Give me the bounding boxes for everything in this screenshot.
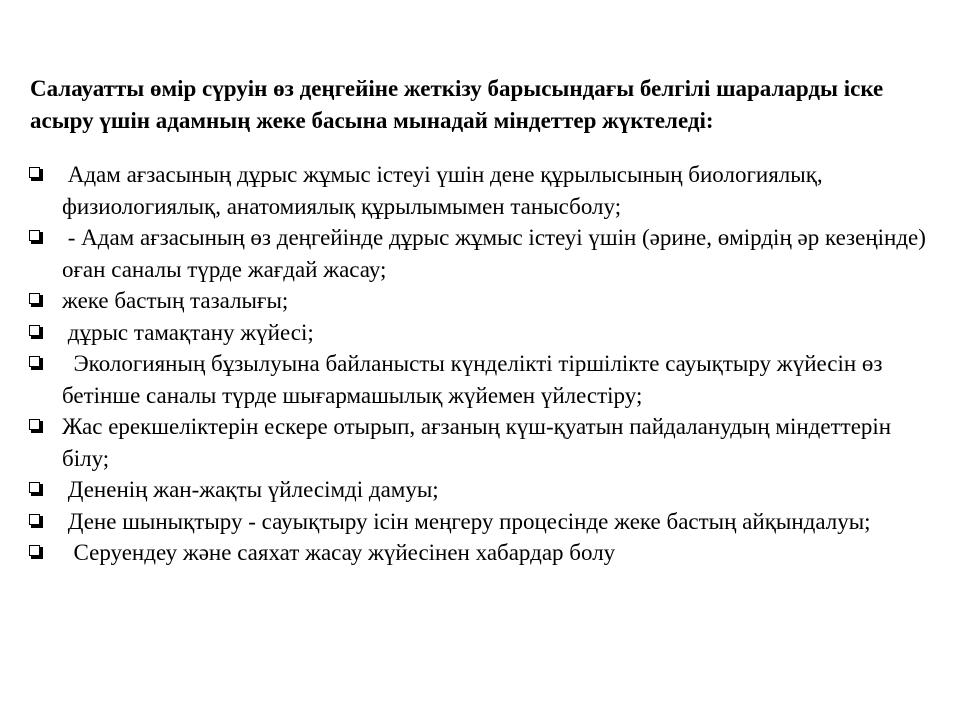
list-item-text: Адам ағзасының дұрыс жұмыс істеуі үшін дене құрылысының биологиялық, физиологиялық, анатомиялық құрылымымен танысболу;	[62, 162, 823, 219]
square-checkbox-icon	[29, 545, 43, 559]
list-item-text: - Адам ағзасының өз деңгейінде дұрыс жұмыс істеуі үшін (әрине, өмірдің әр кезеңінде) оған саналы түрде жағдай жасау;	[62, 225, 926, 282]
square-checkbox-icon	[29, 482, 43, 496]
slide-heading: Салауатты өмір сүруін өз деңгейіне жеткізу барысындағы белгілі шараларды іске асыру үшін адамның жеке басына мынадай міндеттер жүктеледі:	[30, 76, 884, 133]
square-checkbox-icon	[29, 325, 43, 339]
list-item	[28, 348, 928, 411]
list-item	[28, 474, 928, 506]
square-checkbox-icon	[29, 419, 43, 433]
list-item-text: жеке бастың тазалығы;	[62, 288, 289, 313]
list-item	[28, 285, 928, 317]
list-item-text: Жас ерекшеліктерін ескере отырып, ағзаның күш-қуатын пайдаланудың міндеттерін білу;	[62, 414, 892, 471]
list-item-text: Экологияның бұзылуына байланысты күнделікті тіршілікте сауықтыру жүйесін өз бетінше саналы түрде шығармашылық жүйемен үйлестіру;	[62, 351, 883, 408]
list-item-text: Дененің жан-жақты үйлесімді дамуы;	[62, 477, 439, 502]
slide-content	[28, 73, 928, 569]
list-item-text: Дене шынықтыру - сауықтыру ісін меңгеру процесінде жеке бастың айқындалуы;	[62, 508, 871, 534]
square-checkbox-icon	[29, 293, 43, 307]
list-item	[28, 222, 928, 285]
square-checkbox-icon	[29, 230, 43, 244]
list-item	[28, 411, 928, 474]
list-item	[28, 506, 928, 538]
list-item	[28, 537, 928, 569]
list-item-text: Серуендеу және саяхат жасау жүйесінен хабардар болу	[62, 540, 616, 565]
list-item	[28, 317, 928, 349]
list-item-text: дұрыс тамақтану жүйесі;	[62, 319, 314, 345]
square-checkbox-icon	[29, 167, 43, 181]
list-item	[28, 159, 928, 222]
square-checkbox-icon	[29, 514, 43, 528]
square-checkbox-icon	[29, 356, 43, 370]
bullet-list	[28, 159, 928, 569]
